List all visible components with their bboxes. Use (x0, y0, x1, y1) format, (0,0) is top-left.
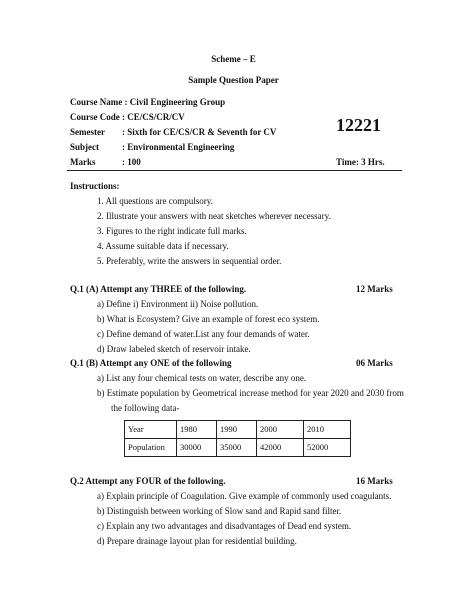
question-item: c) Define demand of water.List any four demands of water. (97, 329, 310, 339)
q2-heading: Q.2 Attempt any FOUR of the following. (70, 476, 226, 486)
question-item: d) Draw labeled sketch of reservoir intake. (97, 344, 251, 354)
instructions-heading: Instructions: (70, 181, 120, 191)
question-item: b) Distinguish between working of Slow sand and Rapid sand filter. (97, 506, 342, 516)
q1a-marks: 12 Marks (356, 284, 393, 294)
course-name: Course Name : Civil Engineering Group (70, 97, 226, 107)
question-item: a) Define i) Environment ii) Noise pollution. (97, 299, 259, 309)
q1b-heading: Q.1 (B) Attempt any ONE of the following (70, 358, 232, 368)
header-divider (67, 170, 402, 171)
population-table (124, 420, 351, 457)
question-item: a) List any four chemical tests on water, describe any one. (97, 373, 307, 383)
instruction-item: 5. Preferably, write the answers in sequential order. (97, 256, 282, 266)
question-item: c) Explain any two advantages and disadvantages of Dead end system. (97, 521, 352, 531)
table-cell: 42000 (257, 439, 304, 457)
table-row (125, 439, 351, 457)
table-cell: 52000 (304, 439, 351, 457)
table-cell: Population (125, 439, 177, 457)
table-cell: 2000 (257, 421, 304, 439)
marks-key: Marks (70, 157, 96, 167)
table-cell: 1980 (177, 421, 217, 439)
semester-key: Semester (70, 127, 105, 137)
page-title: Sample Question Paper (188, 75, 279, 85)
q1b-marks: 06 Marks (356, 358, 393, 368)
question-item: a) Explain principle of Coagulation. Give example of commonly used coagulants. (97, 491, 392, 501)
table-cell: 1990 (217, 421, 257, 439)
table-row (125, 421, 351, 439)
table-cell: 30000 (177, 439, 217, 457)
q1a-heading: Q.1 (A) Attempt any THREE of the following. (70, 284, 247, 294)
instruction-item: 2. Illustrate your answers with neat sketches wherever necessary. (97, 211, 331, 221)
question-item: b) What is Ecosystem? Give an example of forest eco system. (97, 314, 320, 324)
subject-key: Subject (70, 142, 99, 152)
question-item: d) Prepare drainage layout plan for residential building. (97, 536, 297, 546)
course-code: Course Code : CE/CS/CR/CV (70, 112, 185, 122)
question-item: b) Estimate population by Geometrical increase method for year 2020 and 2030 from (97, 388, 404, 398)
paper-code: 12221 (336, 115, 381, 135)
instruction-item: 4. Assume suitable data if necessary. (97, 241, 229, 251)
instruction-item: 1. All questions are compulsory. (97, 196, 213, 206)
marks-value: : 100 (122, 157, 141, 167)
time-label: Time: 3 Hrs. (336, 157, 385, 167)
subject-value: : Environmental Engineering (122, 142, 235, 152)
instruction-item: 3. Figures to the right indicate full marks. (97, 226, 247, 236)
table-cell: 2010 (304, 421, 351, 439)
scheme-label: Scheme – E (211, 54, 256, 64)
semester-value: : Sixth for CE/CS/CR & Seventh for CV (122, 127, 277, 137)
question-item-continuation: the following data- (111, 403, 180, 413)
table-cell: Year (125, 421, 177, 439)
q2-marks: 16 Marks (356, 476, 393, 486)
table-cell: 35000 (217, 439, 257, 457)
